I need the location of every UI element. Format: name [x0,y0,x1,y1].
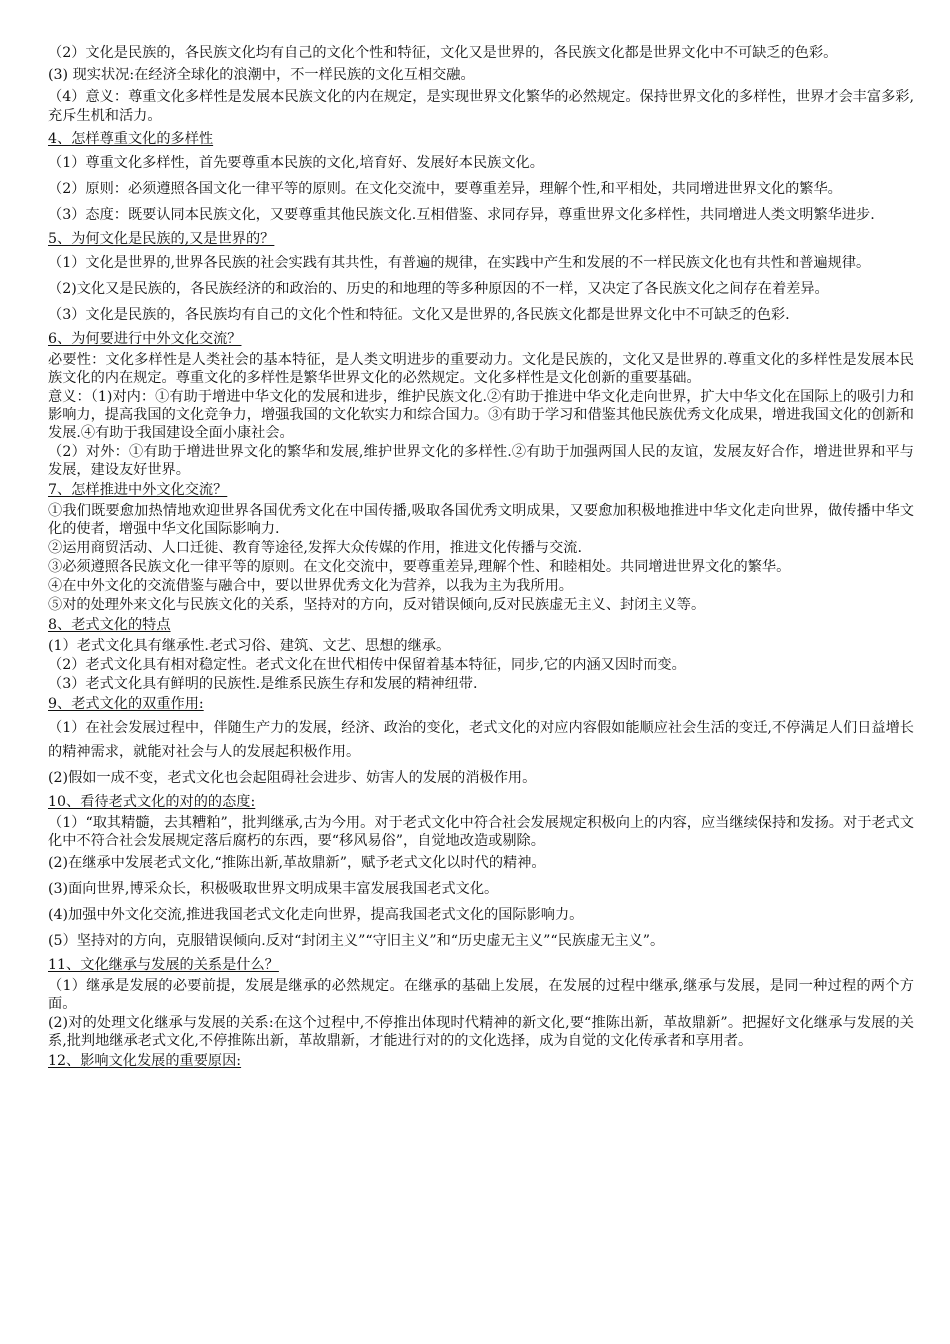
body-paragraph: （2）对外：①有助于增进世界文化的繁华和发展,维护世界文化的多样性.②有助于加强两国人民的友谊，发展友好合作，增进世界和平与发展，建设友好世界。 [48,444,914,478]
body-paragraph: (3)面向世界,博采众长，积极吸取世界文明成果丰富发展我国老式文化。 [48,881,499,897]
section-heading-text: 12、影响文化发展的重要原因: [48,1053,242,1069]
section-heading [48,615,914,637]
body-paragraph: （3）态度：既要认同本民族文化，又要尊重其他民族文化.互相借鉴、求同存异，尊重世界文化多样性，共同增进人类文明繁华进步. [48,207,875,223]
section-heading-text: 9、老式文化的双重作用: [48,696,204,712]
body-paragraph: 必要性：文化多样性是人类社会的基本特征，是人类文明进步的重要动力。文化是民族的，文化又是世界的.尊重文化的多样性是发展本民族文化的内在规定。尊重文化的多样性是繁华世界文化的必然规定。文化多样性是文化创新的重要基础。 [48,352,914,386]
body-paragraph: （1）文化是世界的,世界各民族的社会实践有其共性，有普遍的规律，在实践中产生和发展的不一样民族文化也有共性和普遍规律。 [48,255,871,271]
section-heading [48,480,914,502]
body-paragraph: ③必须遵照各民族文化一律平等的原则。在文化交流中，要尊重差异,理解个性、和睦相处。共同增进世界文化的繁华。 [48,559,791,575]
section-heading-text: 10、看待老式文化的对的的态度: [48,794,256,810]
section-heading-text: 5、为何文化是民族的,又是世界的？ [48,231,275,247]
body-paragraph: （4）意义：尊重文化多样性是发展本民族文化的内在规定，是实现世界文化繁华的必然规定。保持世界文化的多样性，世界才会丰富多彩,充斥生机和活力。 [48,89,914,124]
body-paragraph: (4)加强中外文化交流,推进我国老式文化走向世界，提高我国老式文化的国际影响力。 [48,907,584,923]
body-paragraph: (5）坚持对的方向，克服错误倾向.反对“封闭主义”“守旧主义”和“历史虚无主义”“民族虚无主义”。 [48,933,665,949]
section-heading [48,694,914,716]
body-paragraph: （2）文化是民族的，各民族文化均有自己的文化个性和特征，文化又是世界的，各民族文化都是世界文化中不可缺乏的色彩。 [48,45,838,61]
section-heading [48,129,914,151]
section-heading-text: 7、怎样推进中外文化交流？ [48,482,228,498]
body-paragraph: (2)在继承中发展老式文化,“推陈出新,革故鼎新”，赋予老式文化以时代的精神。 [48,855,546,871]
section-heading-text: 6、为何要进行中外文化交流？ [48,331,242,347]
body-paragraph: （1）“取其精髓，去其糟粕”，批判继承,古为今用。对于老式文化中符合社会发展规定积极向上的内容，应当继续保持和发扬。对于老式文化中不符合社会发展规定落后腐朽的东西，要“移风易俗”，自觉地改造或剔除。 [48,815,914,849]
body-paragraph: ②运用商贸活动、人口迁徙、教育等途径,发挥大众传媒的作用，推进文化传播与交流. [48,540,582,556]
body-paragraph: （2）老式文化具有相对稳定性。老式文化在世代相传中保留着基本特征，同步,它的内涵又因时而变。 [48,657,686,673]
body-paragraph: （2)文化又是民族的，各民族经济的和政治的、历史的和地理的等多种原因的不一样，又决定了各民族文化之间存在着差异。 [48,281,829,297]
body-paragraph: （2）原则：必须遵照各国文化一律平等的原则。在文化交流中，要尊重差异，理解个性,和平相处，共同增进世界文化的繁华。 [48,181,842,197]
body-paragraph: （1）尊重文化多样性，首先要尊重本民族的文化,培育好、发展好本民族文化。 [48,155,544,171]
section-heading [48,792,914,814]
section-heading-text: 8、老式文化的特点 [48,617,171,633]
section-heading-text: 4、怎样尊重文化的多样性 [48,131,214,147]
section-heading [48,1051,914,1073]
body-paragraph: (2)假如一成不变，老式文化也会起阻碍社会进步、妨害人的发展的消极作用。 [48,770,537,786]
body-paragraph: (2)对的处理文化继承与发展的关系:在这个过程中,不停推出体现时代精神的新文化,要“推陈出新，革故鼎新”。把握好文化继承与发展的关系,批判地继承老式文化,不停推陈出新，革故鼎新，才能进行对的的文化选择，成为自觉的文化传承者和享用者。 [48,1015,914,1049]
body-paragraph: ⑤对的处理外来文化与民族文化的关系，坚持对的方向，反对错误倾向,反对民族虚无主义、封闭主义等。 [48,597,706,613]
section-heading-text: 11、文化继承与发展的关系是什么？ [48,957,279,973]
section-heading [48,329,914,351]
section-heading [48,229,914,251]
body-paragraph: （3）老式文化具有鲜明的民族性.是维系民族生存和发展的精神纽带. [48,676,478,692]
section-heading [48,955,914,977]
body-paragraph: （3）文化是民族的，各民族均有自己的文化个性和特征。文化又是世界的,各民族文化都是世界文化中不可缺乏的色彩. [48,307,790,323]
body-paragraph: 意义：（1)对内：①有助于增进中华文化的发展和进步，维护民族文化.②有助于推进中华文化走向世界，扩大中华文化在国际上的吸引力和影响力，提高我国的文化竞争力，增强我国的文化软实力和综合国力。③有助于学习和借鉴其他民族优秀文化成果，增进我国文化的创新和发展.④有助于我国建设全面小康社会。 [48,389,914,441]
body-paragraph: ①我们既要愈加热情地欢迎世界各国优秀文化在中国传播,吸取各国优秀文明成果，又要愈加积极地推进中华文化走向世界，做传播中华文化的使者，增强中华文化国际影响力. [48,503,914,537]
body-paragraph: (1）老式文化具有继承性.老式习俗、建筑、文艺、思想的继承。 [48,638,451,654]
body-paragraph: ④在中外文化的交流借鉴与融合中，要以世界优秀文化为营养，以我为主为我所用。 [48,578,573,594]
body-paragraph: (3) 现实状况:在经济全球化的浪潮中，不一样民族的文化互相交融。 [48,67,475,83]
body-paragraph: （1）继承是发展的必要前提，发展是继承的必然规定。在继承的基础上发展，在发展的过程中继承,继承与发展，是同一种过程的两个方面。 [48,978,914,1012]
body-paragraph: （1）在社会发展过程中，伴随生产力的发展，经济、政治的变化，老式文化的对应内容假如能顺应社会生活的变迁,不停满足人们日益增长的精神需求，就能对社会与人的发展起积极作用。 [48,720,914,760]
